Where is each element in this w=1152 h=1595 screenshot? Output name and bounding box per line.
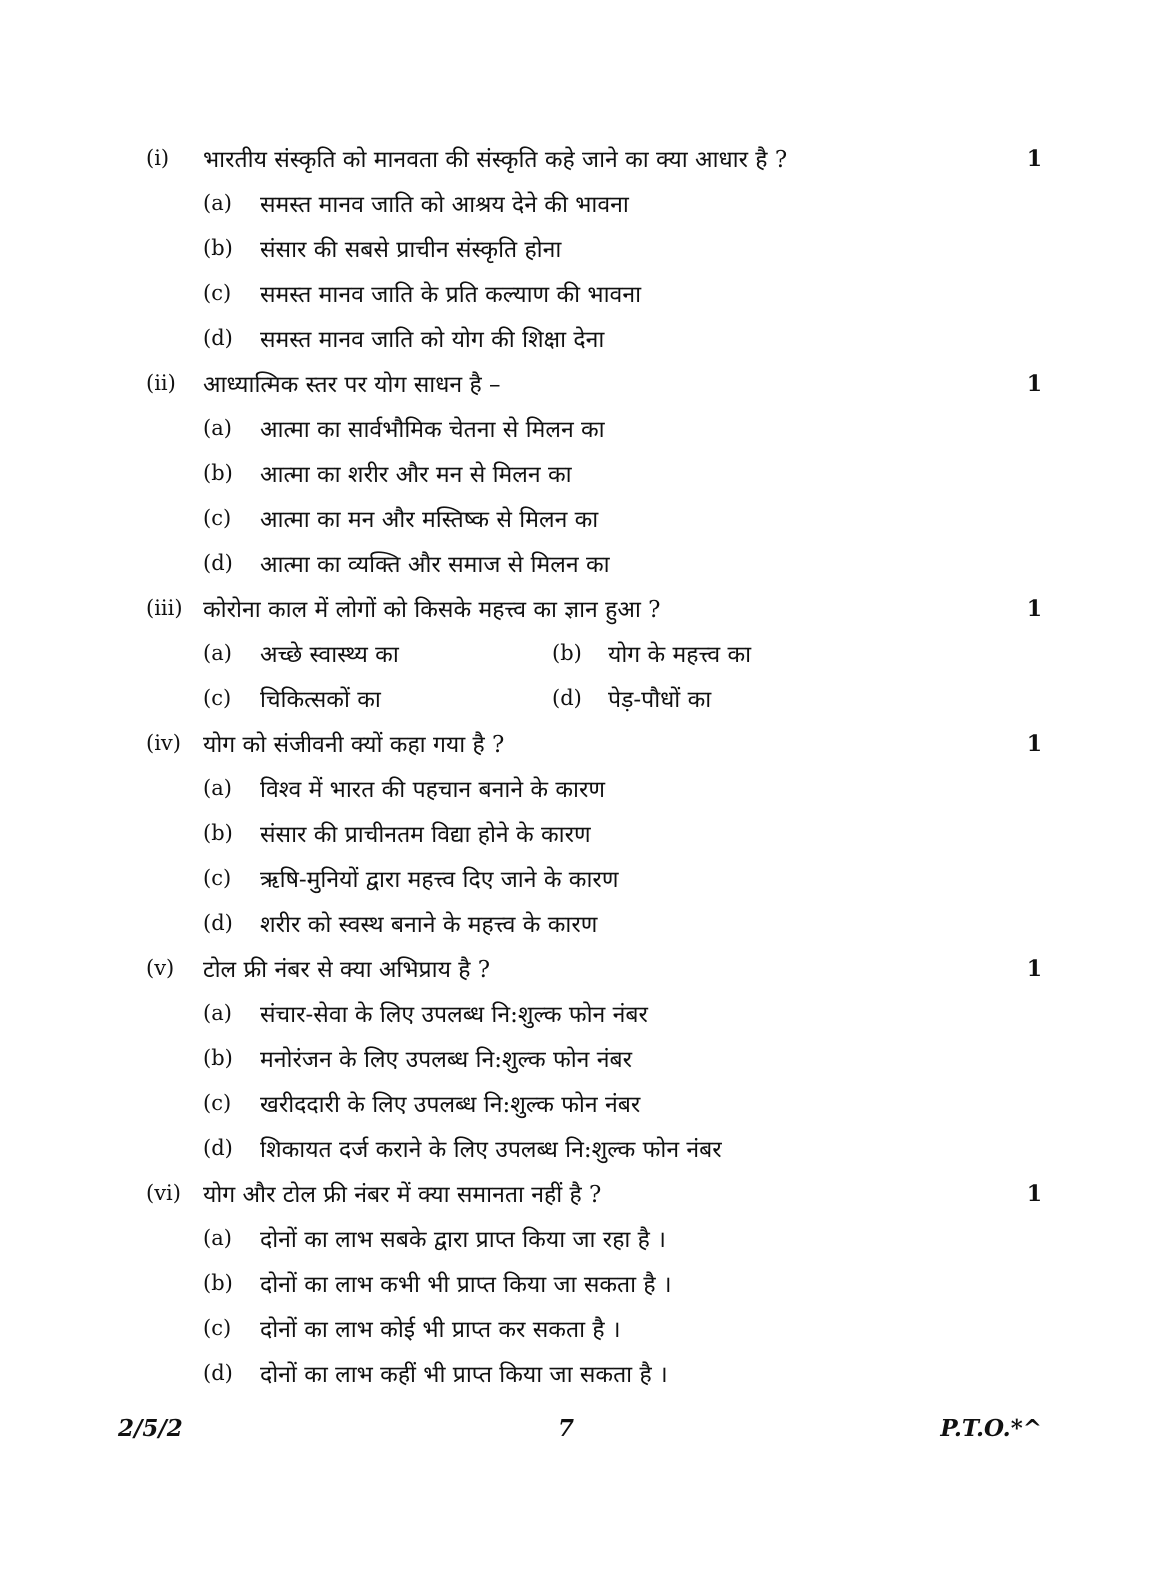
option-label: (b) xyxy=(203,1271,233,1295)
option-text: खरीददारी के लिए उपलब्ध नि:शुल्क फोन नंबर xyxy=(260,1092,641,1118)
question-number: (iv) xyxy=(146,731,181,755)
option-label: (b) xyxy=(203,236,233,260)
option-row xyxy=(0,1036,1152,1081)
please-turn-over: P.T.O.*^ xyxy=(940,1415,1042,1442)
option-row xyxy=(0,1261,1152,1306)
option-label: (c) xyxy=(203,866,232,890)
option-row xyxy=(0,1306,1152,1351)
option-text: ऋषि-मुनियों द्वारा महत्त्व दिए जाने के कारण xyxy=(260,867,619,893)
option-row xyxy=(0,451,1152,496)
option-row xyxy=(0,991,1152,1036)
question-text: टोल फ्री नंबर से क्या अभिप्राय है ? xyxy=(203,957,491,983)
option-row xyxy=(0,496,1152,541)
option-text: पेड़-पौधों का xyxy=(608,687,712,713)
option-label: (d) xyxy=(203,911,233,935)
option-label: (a) xyxy=(203,641,232,665)
question-number: (ii) xyxy=(146,371,176,395)
question-number: (iii) xyxy=(146,596,183,620)
question-marks: 1 xyxy=(1026,146,1042,172)
option-row xyxy=(0,901,1152,946)
option-text: शरीर को स्वस्थ बनाने के महत्त्व के कारण xyxy=(260,912,598,938)
option-label: (b) xyxy=(203,1046,233,1070)
option-label: (a) xyxy=(203,1226,232,1250)
question-row xyxy=(0,586,1152,631)
option-text: शिकायत दर्ज कराने के लिए उपलब्ध नि:शुल्क फोन नंबर xyxy=(260,1137,722,1163)
question-text: भारतीय संस्कृति को मानवता की संस्कृति कहे जाने का क्या आधार है ? xyxy=(203,147,788,173)
option-text: आत्मा का शरीर और मन से मिलन का xyxy=(260,462,572,488)
question-number: (i) xyxy=(146,146,170,170)
question-marks: 1 xyxy=(1026,731,1042,757)
question-text: कोरोना काल में लोगों को किसके महत्त्व का ज्ञान हुआ ? xyxy=(203,597,661,623)
question-row xyxy=(0,946,1152,991)
question-text: आध्यात्मिक स्तर पर योग साधन है – xyxy=(203,372,501,398)
option-row xyxy=(0,271,1152,316)
option-label: (d) xyxy=(203,1136,233,1160)
option-row xyxy=(0,1126,1152,1171)
question-row xyxy=(0,136,1152,181)
question-marks: 1 xyxy=(1026,956,1042,982)
option-text: संसार की सबसे प्राचीन संस्कृति होना xyxy=(260,237,562,263)
question-number: (vi) xyxy=(146,1181,181,1205)
option-text: दोनों का लाभ कभी भी प्राप्त किया जा सकता है । xyxy=(260,1272,672,1298)
option-text: दोनों का लाभ कोई भी प्राप्त कर सकता है । xyxy=(260,1317,621,1343)
option-label: (d) xyxy=(552,686,582,710)
option-text: दोनों का लाभ सबके द्वारा प्राप्त किया जा रहा है । xyxy=(260,1227,666,1253)
option-text: आत्मा का व्यक्ति और समाज से मिलन का xyxy=(260,552,610,578)
option-label: (d) xyxy=(203,551,233,575)
option-row xyxy=(0,316,1152,361)
option-label: (c) xyxy=(203,1316,232,1340)
option-text: दोनों का लाभ कहीं भी प्राप्त किया जा सकता है । xyxy=(260,1362,668,1388)
option-row xyxy=(0,631,1152,676)
option-label: (b) xyxy=(552,641,582,665)
option-label: (a) xyxy=(203,776,232,800)
page-footer xyxy=(0,1407,1152,1447)
option-row xyxy=(0,811,1152,856)
option-label: (b) xyxy=(203,821,233,845)
question-list xyxy=(0,136,1152,1396)
option-text: आत्मा का सार्वभौमिक चेतना से मिलन का xyxy=(260,417,605,443)
option-row xyxy=(0,856,1152,901)
option-label: (d) xyxy=(203,1361,233,1385)
question-text: योग और टोल फ्री नंबर में क्या समानता नहीं है ? xyxy=(203,1182,602,1208)
option-text: संचार-सेवा के लिए उपलब्ध नि:शुल्क फोन नंबर xyxy=(260,1002,648,1028)
option-row xyxy=(0,181,1152,226)
option-text: विश्व में भारत की पहचान बनाने के कारण xyxy=(260,777,606,803)
option-row xyxy=(0,1216,1152,1261)
option-text: समस्त मानव जाति के प्रति कल्याण की भावना xyxy=(260,282,642,308)
option-text: आत्मा का मन और मस्तिष्क से मिलन का xyxy=(260,507,599,533)
option-label: (c) xyxy=(203,506,232,530)
question-marks: 1 xyxy=(1026,596,1042,622)
option-text: चिकित्सकों का xyxy=(260,687,381,713)
option-row xyxy=(0,406,1152,451)
option-label: (d) xyxy=(203,326,233,350)
option-text: योग के महत्त्व का xyxy=(608,642,752,668)
option-label: (a) xyxy=(203,191,232,215)
option-label: (a) xyxy=(203,1001,232,1025)
option-row xyxy=(0,1351,1152,1396)
question-row xyxy=(0,361,1152,406)
option-text: समस्त मानव जाति को योग की शिक्षा देना xyxy=(260,327,605,353)
paper-code: 2/5/2 xyxy=(118,1415,183,1442)
option-label: (a) xyxy=(203,416,232,440)
option-text: अच्छे स्वास्थ्य का xyxy=(260,642,399,668)
option-text: समस्त मानव जाति को आश्रय देने की भावना xyxy=(260,192,629,218)
page-number: 7 xyxy=(558,1415,575,1442)
option-row xyxy=(0,766,1152,811)
option-label: (b) xyxy=(203,461,233,485)
option-text: संसार की प्राचीनतम विद्या होने के कारण xyxy=(260,822,591,848)
question-row xyxy=(0,1171,1152,1216)
question-row xyxy=(0,721,1152,766)
option-label: (c) xyxy=(203,1091,232,1115)
option-label: (c) xyxy=(203,281,232,305)
question-marks: 1 xyxy=(1026,371,1042,397)
question-number: (v) xyxy=(146,956,175,980)
option-label: (c) xyxy=(203,686,232,710)
question-text: योग को संजीवनी क्यों कहा गया है ? xyxy=(203,732,505,758)
option-row xyxy=(0,226,1152,271)
option-row xyxy=(0,541,1152,586)
option-row xyxy=(0,676,1152,721)
option-text: मनोरंजन के लिए उपलब्ध नि:शुल्क फोन नंबर xyxy=(260,1047,633,1073)
question-marks: 1 xyxy=(1026,1181,1042,1207)
option-row xyxy=(0,1081,1152,1126)
